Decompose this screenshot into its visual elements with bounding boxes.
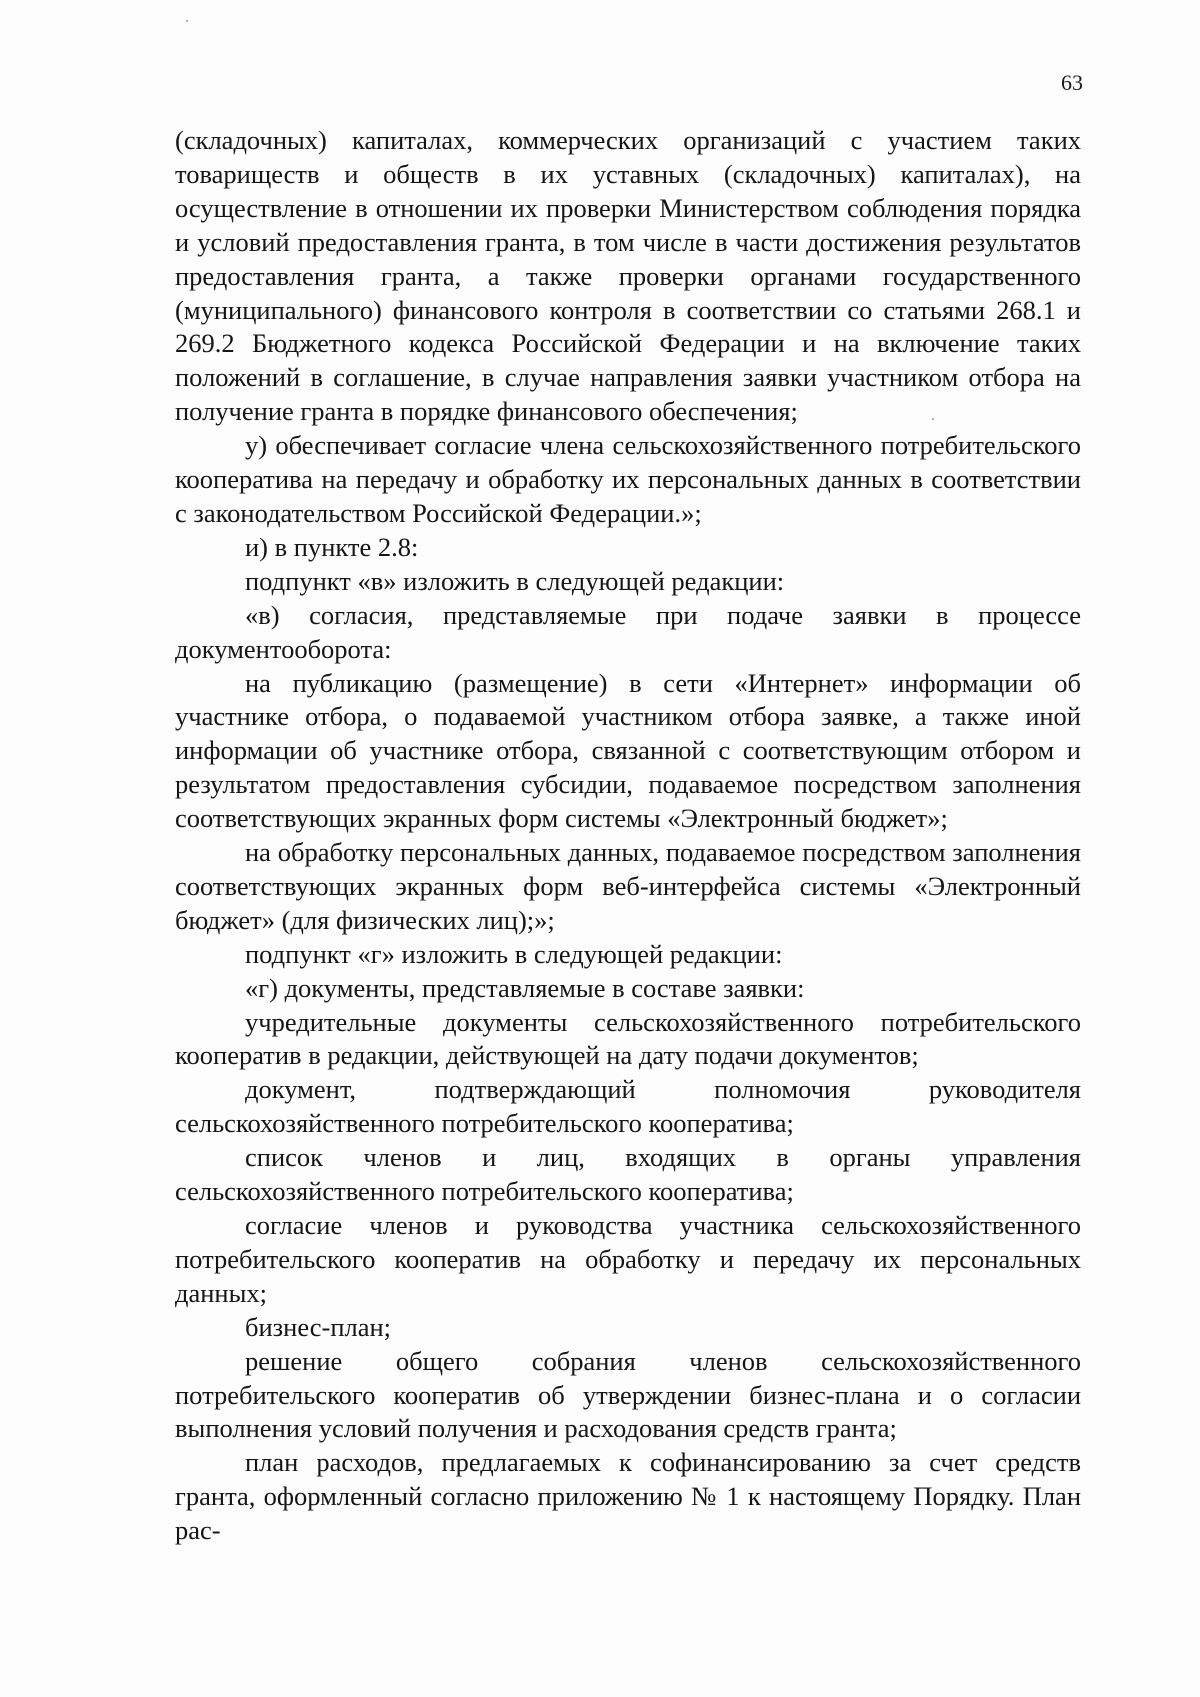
- paragraph: и) в пункте 2.8:: [245, 531, 419, 562]
- paragraph: решение общего собрания членов сельскохозяйственного потребительского кооператив об утверждении бизнес-плана и о согласии выполнения условий получения и расходования средств гранта;: [175, 1345, 1081, 1444]
- paragraph: «в) согласия, представляемые при подаче заявки в процессе документооборота:: [175, 599, 1081, 664]
- paragraph: у) обеспечивает согласие члена сельскохозяйственного потребительского кооператива на передачу и обработку их персональных данных в соответствии с законодательством Российской Федерации.»;: [175, 430, 1081, 528]
- paragraph: на обработку персональных данных, подаваемое посредством заполнения соответствующих экранных форм веб-интерфейса системы «Электронный бюджет» (для физических лиц);»;: [175, 837, 1081, 935]
- paragraph: список членов и лиц, входящих в органы управления сельскохозяйственного потребительского кооператива;: [175, 1142, 1081, 1207]
- paragraph: подпункт «в» изложить в следующей редакции:: [245, 565, 785, 596]
- paragraph: подпункт «г» изложить в следующей редакции:: [245, 938, 783, 969]
- scan-speck: [186, 20, 188, 22]
- paragraph: учредительные документы сельскохозяйственного потребительского кооператив в редакции, действующей на дату подачи документов;: [175, 1006, 1081, 1071]
- paragraph: согласие членов и руководства участника сельскохозяйственного потребительского кооператив на обработку и передачу их персональных данных;: [175, 1210, 1081, 1308]
- paragraph: документ, подтверждающий полномочия руководителя сельскохозяйственного потребительского кооператива;: [175, 1074, 1081, 1139]
- paragraph: план расходов, предлагаемых к софинансированию за счет средств гранта, оформленный согласно приложению № 1 к настоящему Порядку. План рас-: [175, 1447, 1081, 1546]
- page-number: 63: [1061, 70, 1083, 95]
- paragraph: на публикацию (размещение) в сети «Интернет» информации об участнике отбора, о подаваемой участником отбора заявке, а также иной информации об участнике отбора, связанной с соответствующим отбором и результатом предоставления субсидии, подаваемое посредством заполнения соответствующих экранных форм системы «Электронный бюджет»;: [175, 667, 1081, 834]
- paragraph: бизнес-план;: [245, 1311, 392, 1342]
- paragraph: (складочных) капиталах, коммерческих организаций с участием таких товариществ и обществ в их уставных (складочных) капиталах), на осуществление в отношении их проверки Министерством соблюдения порядка и условий предоставления гранта, в том числе в части достижения результатов предоставления гранта, а также проверки органами государственного (муниципального) финансового контроля в соответствии со статьями 268.1 и 269.2 Бюджетного кодекса Российской Федерации и на включение таких положений в соглашение, в случае направления заявки участником отбора на получение гранта в порядке финансового обеспечения;: [175, 125, 1081, 427]
- paragraph: «г) документы, представляемые в составе заявки:: [245, 972, 805, 1003]
- document-body: [175, 124, 1081, 1548]
